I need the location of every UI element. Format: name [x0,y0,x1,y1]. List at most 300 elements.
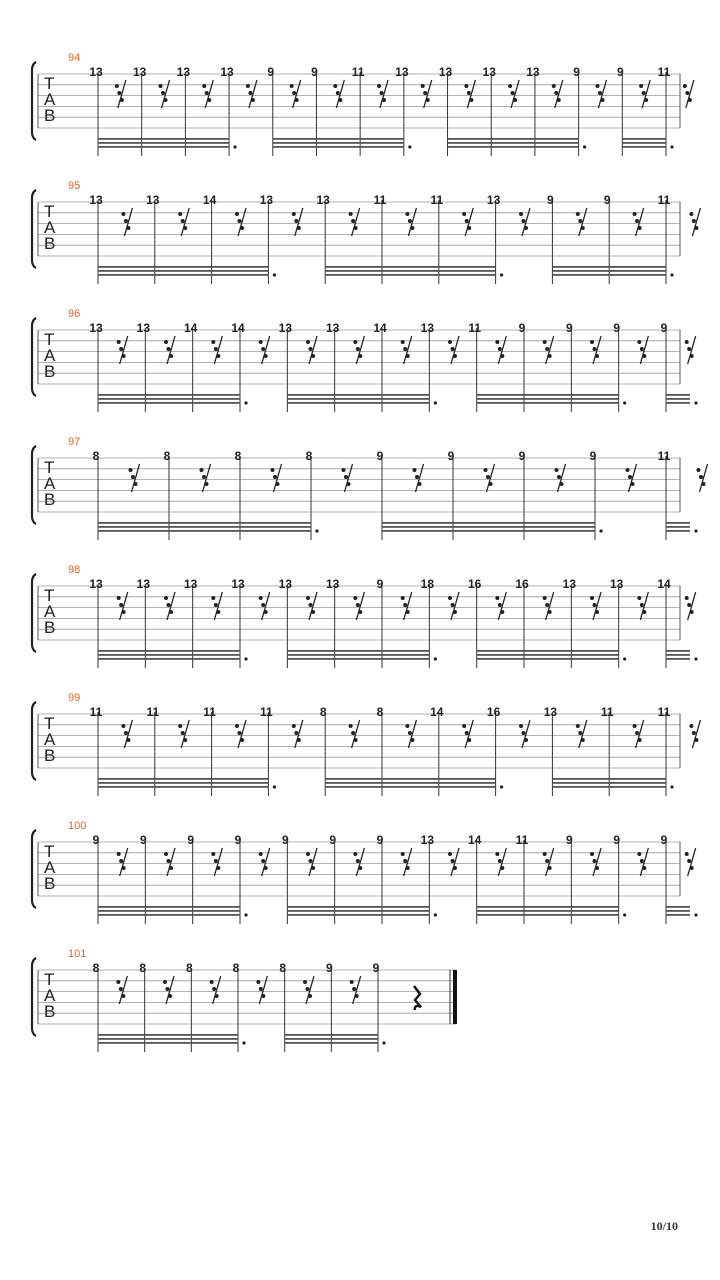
beam [98,138,229,140]
dot [315,529,318,532]
beam [98,658,240,660]
beam [477,658,619,660]
tab-clef-letter: A [44,730,56,749]
beam [285,1034,378,1036]
fret-number: 11 [146,705,160,719]
fret-number: 13 [89,577,103,591]
dot [694,657,697,660]
system-bracket [32,702,36,780]
beam [287,402,429,404]
tab-clef-letter: B [44,234,56,253]
fret-number: 13 [136,321,151,335]
strum-slash-icon [508,80,519,108]
beam [622,138,666,140]
tab-clef-letter: A [44,602,56,621]
fret-number: 13 [278,321,293,335]
beam [98,146,229,148]
strum-slash-icon [117,848,128,876]
fret-number: 13 [526,65,540,79]
final-barline-thick [453,970,457,1024]
beam [287,394,429,396]
beam [622,146,666,148]
fret-number: 14 [467,833,482,847]
strum-slash-icon [350,976,361,1004]
dot [583,145,586,148]
strum-slash-icon [306,336,317,364]
tab-system [0,692,720,820]
strum-slash-icon [697,464,708,492]
strum-slash-icon [462,208,473,236]
measure-number: 95 [68,180,81,192]
dot [599,529,602,532]
strum-slash-icon [129,464,140,492]
strum-slash-icon [401,848,412,876]
fret-number: 9 [447,449,455,463]
beam [382,530,595,532]
strum-slash-icon [116,976,127,1004]
tab-staff [0,308,720,436]
strum-slash-icon [689,208,700,236]
beam [98,906,240,908]
beam [98,530,311,532]
strum-slash-icon [405,720,416,748]
system-bracket [32,574,36,652]
dot [434,657,437,660]
fret-number: 13 [543,705,558,719]
strum-slash-icon [413,464,424,492]
fret-number: 14 [657,577,671,591]
fret-number: 16 [486,705,501,719]
beam [666,906,690,908]
strum-slash-icon [448,848,459,876]
beam [382,522,595,524]
strum-slash-icon [256,976,267,1004]
strum-slash-icon [462,720,473,748]
fret-number: 13 [176,65,191,79]
fret-number: 13 [562,577,577,591]
dot [273,785,276,788]
fret-number: 13 [89,65,103,79]
tab-system [0,948,720,1076]
dot [623,401,626,404]
strum-slash-icon [683,80,694,108]
beam [273,146,404,148]
strum-slash-icon [555,464,566,492]
tab-clef-letter: T [44,586,55,605]
beam [98,394,240,396]
strum-slash-icon [353,336,364,364]
fret-number: 11 [351,65,365,79]
fret-number: 8 [305,449,313,463]
beam [98,266,268,268]
beam [273,138,404,140]
fret-number: 11 [657,193,671,207]
strum-slash-icon [259,336,270,364]
strum-slash-icon [292,720,303,748]
system-bracket [32,62,36,140]
system-bracket [32,958,36,1036]
strum-slash-icon [637,336,648,364]
tab-clef-letter: B [44,618,56,637]
dot [244,913,247,916]
tab-clef-letter: A [44,986,56,1005]
fret-number: 11 [600,705,614,719]
beam [666,658,690,660]
strum-slash-icon [271,464,282,492]
fret-number: 11 [515,833,529,847]
strum-slash-icon [210,976,221,1004]
strum-slash-icon [259,848,270,876]
beam [477,650,619,652]
beam [287,906,429,908]
strum-slash-icon [164,592,175,620]
beam [477,906,619,908]
beam [666,914,690,916]
beam [98,142,229,144]
tab-system [0,308,720,436]
strum-slash-icon [633,720,644,748]
strum-slash-icon [543,592,554,620]
beam [477,402,619,404]
fret-number: 9 [589,449,597,463]
fret-number: 13 [395,65,409,79]
strum-slash-icon [464,80,475,108]
tab-clef-letter: A [44,90,56,109]
dot [408,145,411,148]
tab-clef-letter: T [44,842,55,861]
strum-slash-icon [117,592,128,620]
fret-number: 14 [373,321,387,335]
strum-slash-icon [164,848,175,876]
fret-number: 9 [660,321,668,335]
strum-slash-icon [349,720,360,748]
strum-slash-icon [117,336,128,364]
fret-number: 8 [139,961,146,975]
dot [434,401,437,404]
strum-slash-icon [639,80,650,108]
fret-number: 13 [136,577,151,591]
fret-number: 9 [613,833,620,847]
dot [694,401,697,404]
fret-number: 13 [259,193,274,207]
strum-slash-icon [200,464,211,492]
fret-number: 13 [316,193,330,207]
strum-slash-icon [159,80,170,108]
fret-number: 11 [203,705,216,719]
beam [98,778,268,780]
tab-clef-letter: A [44,858,56,877]
measure-number: 101 [68,948,87,960]
beam [285,1042,378,1044]
strum-slash-icon [353,592,364,620]
strum-slash-icon [519,208,530,236]
fret-number: 16 [515,577,529,591]
dot [382,1041,385,1044]
strum-slash-icon [121,720,132,748]
strum-slash-icon [377,80,388,108]
fret-number: 13 [609,577,624,591]
beam [666,654,690,656]
fret-number: 9 [613,321,620,335]
strum-slash-icon [235,208,246,236]
tab-clef-letter: T [44,714,55,733]
strum-slash-icon [685,848,696,876]
dot [244,657,247,660]
tab-clef-letter: B [44,106,56,125]
beam [98,910,240,912]
fret-number: 9 [139,833,147,847]
strum-slash-icon [590,848,601,876]
fret-number: 9 [187,833,194,847]
beam [325,270,495,272]
measure-number: 100 [68,820,87,832]
beam [477,914,619,916]
strum-slash-icon [401,592,412,620]
measure-number: 94 [68,52,81,64]
beam [98,654,240,656]
strum-slash-icon [590,592,601,620]
dot [233,145,236,148]
strum-slash-icon [552,80,563,108]
fret-number: 14 [202,193,217,207]
fret-number: 13 [133,65,147,79]
strum-slash-icon [290,80,301,108]
beam [287,910,429,912]
beam [285,1038,378,1040]
strum-slash-icon [342,464,353,492]
tab-clef-letter: B [44,874,56,893]
beam [98,398,240,400]
beam [477,394,619,396]
dot [244,401,247,404]
beam [552,778,666,780]
tab-clef-letter: B [44,490,56,509]
fret-number: 9 [518,321,526,335]
fret-number: 13 [183,577,198,591]
beam [98,274,268,276]
beam [666,530,690,532]
system-bracket [32,190,36,268]
strum-slash-icon [405,208,416,236]
strum-slash-icon [246,80,257,108]
dot [434,913,437,916]
dot [623,657,626,660]
dot [694,529,697,532]
beam [98,650,240,652]
tab-staff [0,820,720,948]
beam [325,266,495,268]
beam [287,658,429,660]
beam [98,914,240,916]
tab-staff [0,948,720,1076]
measure-number: 98 [68,564,81,576]
strum-slash-icon [306,592,317,620]
beam [622,142,666,144]
fret-number: 11 [468,321,481,335]
strum-slash-icon [421,80,432,108]
strum-slash-icon [689,720,700,748]
fret-number: 14 [430,705,444,719]
beam [98,782,268,784]
tab-staff [0,436,720,564]
fret-number: 9 [376,449,384,463]
strum-slash-icon [576,720,587,748]
fret-number: 13 [231,577,245,591]
tab-system [0,564,720,692]
beam [98,402,240,404]
fret-number: 14 [231,321,245,335]
strum-slash-icon [519,720,530,748]
fret-number: 9 [603,193,611,207]
beam [382,526,595,528]
strum-slash-icon [595,80,606,108]
strum-slash-icon [178,720,189,748]
fret-number: 9 [565,321,573,335]
strum-slash-icon [292,208,303,236]
dot [273,273,276,276]
measure-number: 96 [68,308,81,320]
fret-number: 9 [660,833,668,847]
beam [98,1038,238,1040]
fret-number: 13 [325,577,340,591]
fret-number: 13 [89,321,103,335]
strum-slash-icon [685,336,696,364]
tab-system [0,436,720,564]
strum-slash-icon [495,336,506,364]
fret-number: 9 [518,449,526,463]
tab-system [0,52,720,180]
page-number: 10/10 [650,1219,678,1233]
fret-number: 13 [220,65,234,79]
fret-number: 8 [234,449,242,463]
tab-clef-letter: A [44,474,56,493]
strum-slash-icon [484,464,495,492]
tab-system [0,180,720,308]
fret-number: 9 [329,833,336,847]
fret-number: 14 [183,321,198,335]
fret-number: 11 [89,705,103,719]
system-bracket [32,830,36,908]
fret-number: 13 [482,65,496,79]
strum-slash-icon [333,80,344,108]
fret-number: 8 [92,961,100,975]
fret-number: 13 [89,193,103,207]
strum-slash-icon [495,592,506,620]
beam [477,398,619,400]
fret-number: 11 [657,705,671,719]
strum-slash-icon [495,848,506,876]
beam [98,522,311,524]
fret-number: 13 [420,321,435,335]
beam [448,142,579,144]
fret-number: 9 [281,833,289,847]
strum-slash-icon [164,336,175,364]
beam [98,1042,238,1044]
strum-slash-icon [202,80,213,108]
tab-clef-letter: B [44,746,56,765]
beam [325,786,495,788]
fret-number: 9 [565,833,573,847]
beam [666,526,690,528]
strum-slash-icon [306,848,317,876]
strum-slash-icon [178,208,189,236]
measure-number: 97 [68,436,81,448]
strum-slash-icon [448,336,459,364]
quarter-rest-icon [414,986,421,1010]
strum-slash-icon [637,848,648,876]
fret-number: 9 [547,193,554,207]
beam [477,910,619,912]
strum-slash-icon [401,336,412,364]
fret-number: 8 [376,705,384,719]
tab-clef-letter: T [44,74,55,93]
system-bracket [32,446,36,524]
fret-number: 9 [325,961,333,975]
beam [552,786,666,788]
tab-clef-letter: T [44,330,55,349]
beam [448,146,579,148]
tab-clef-letter: T [44,970,55,989]
beam [666,650,690,652]
dot [670,145,673,148]
fret-number: 11 [430,193,444,207]
tab-staff [0,180,720,308]
fret-number: 9 [616,65,624,79]
fret-number: 11 [373,193,387,207]
dot [242,1041,245,1044]
strum-slash-icon [235,720,246,748]
fret-number: 8 [279,961,286,975]
fret-number: 13 [486,193,501,207]
tab-clef-letter: A [44,346,56,365]
beam [552,274,666,276]
system-bracket [32,318,36,396]
strum-slash-icon [543,848,554,876]
strum-slash-icon [543,336,554,364]
strum-slash-icon [121,208,132,236]
fret-number: 11 [657,449,671,463]
beam [552,270,666,272]
tab-clef-letter: T [44,202,55,221]
dot [623,913,626,916]
dot [500,273,503,276]
beam [325,274,495,276]
measure-number: 99 [68,692,81,704]
strum-slash-icon [115,80,126,108]
beam [666,910,690,912]
beam [98,270,268,272]
fret-number: 11 [260,705,273,719]
fret-number: 8 [185,961,193,975]
fret-number: 8 [163,449,171,463]
fret-number: 9 [92,833,100,847]
dot [694,913,697,916]
beam [98,1034,238,1036]
fret-number: 9 [267,65,275,79]
beam [287,654,429,656]
strum-slash-icon [349,208,360,236]
strum-slash-icon [211,592,222,620]
strum-slash-icon [303,976,314,1004]
tab-clef-letter: B [44,1002,56,1021]
tab-clef-letter: A [44,218,56,237]
beam [287,914,429,916]
beam [325,782,495,784]
fret-number: 9 [376,577,384,591]
strum-slash-icon [637,592,648,620]
beam [666,522,690,524]
fret-number: 13 [420,833,435,847]
